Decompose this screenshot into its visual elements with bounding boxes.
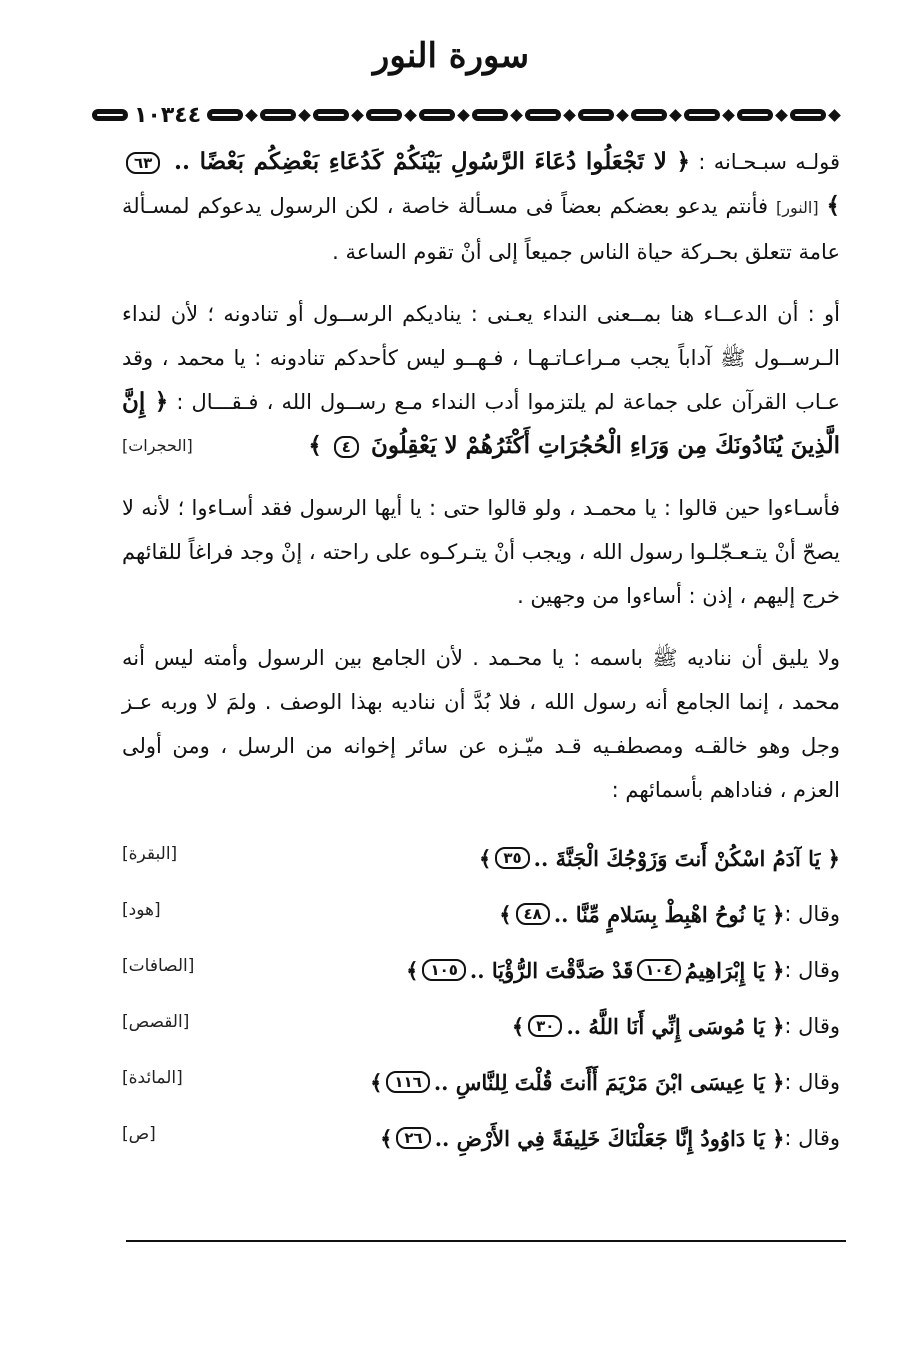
- chain-link-icon: [260, 109, 296, 121]
- page-number: ١٠٣٤٤: [134, 102, 202, 128]
- verse-prefix: وقال :: [784, 902, 840, 926]
- quran-verse: ﴿ يَا إِبْرَاهِيمُ: [684, 957, 785, 983]
- diamond-icon: [722, 109, 735, 122]
- verse-prefix: وقال :: [784, 1126, 840, 1150]
- surah-reference: [هود]: [122, 900, 161, 920]
- diamond-icon: [669, 109, 682, 122]
- quran-bracket-close: ﴾: [406, 957, 419, 983]
- diamond-icon: [828, 109, 841, 122]
- footer-rule: [126, 1240, 846, 1242]
- quran-verse: ﴿ يَا آدَمُ اسْكُنْ أَنتَ وَزَوْجُكَ الْجَنَّةَ ..: [533, 845, 840, 871]
- verse-line: [122, 830, 840, 886]
- quran-verse: ﴿ لا تَجْعَلُوا دُعَاءَ الرَّسُولِ بَيْنَكُمْ كَدُعَاءِ بَعْضِكُم بَعْضًا ..: [164, 148, 691, 175]
- quran-bracket-close: ﴾: [370, 1069, 383, 1095]
- quran-verse: ﴿ يَا دَاوُودُ إِنَّا جَعَلْنَاكَ خَلِيفَةً فِي الأَرْضِ ..: [434, 1125, 785, 1151]
- verse-number: ١٠٥: [422, 959, 465, 981]
- surah-reference: [المائدة]: [122, 1068, 183, 1088]
- verse-number: ٣٠: [528, 1015, 562, 1037]
- verse-line: [122, 1110, 840, 1166]
- chain-link-icon: [790, 109, 826, 121]
- verse-number: ٢٦: [396, 1127, 430, 1149]
- diamond-icon: [404, 109, 417, 122]
- chain-link-icon: [631, 109, 667, 121]
- paragraph-2: [122, 292, 840, 468]
- chain-link-icon: [525, 109, 561, 121]
- chain-ornament: [207, 109, 843, 121]
- diamond-icon: [457, 109, 470, 122]
- paragraph-4: ولا يليق أن نناديه ﷺ باسمه : يا محـمد . لأن الجامع بين الرسول وأمته ليس أنه محمد ، إنما الجامع أنه رسول الله ، فلا بُدَّ أن نناديه بهذا الوصف . ولمَ لا وربه عـز وجل وهو خالقـه ومصطفـيه قـد ميّـزه عن سائر إخوانه من الرسل ، ومن أولى العزم ، فناداهم بأسمائهم :: [122, 646, 840, 802]
- surah-reference: [ص]: [122, 1124, 156, 1144]
- verse-line: [122, 1054, 840, 1110]
- diamond-icon: [510, 109, 523, 122]
- diamond-icon: [245, 109, 258, 122]
- diamond-icon: [351, 109, 364, 122]
- chain-link-icon: [313, 109, 349, 121]
- quran-verse: ﴿ يَا نُوحُ اهْبِطْ بِسَلامٍ مِّنَّا ..: [553, 901, 785, 927]
- quran-verse: ﴿ يَا عِيسَى ابْنَ مَرْيَمَ أَأَنتَ قُلْتَ لِلنَّاسِ ..: [433, 1069, 785, 1095]
- chain-link-icon: [578, 109, 614, 121]
- chain-link-icon: [419, 109, 455, 121]
- diamond-icon: [563, 109, 576, 122]
- surah-reference: [الحجرات]: [122, 436, 193, 455]
- quran-verse: قَدْ صَدَّقْتَ الرُّؤْيَا ..: [469, 957, 634, 983]
- diamond-icon: [775, 109, 788, 122]
- surah-reference: [القصص]: [122, 1012, 190, 1032]
- chain-link-icon: [684, 109, 720, 121]
- chain-link-icon: [92, 109, 128, 121]
- verse-number: ١٠٤: [637, 959, 680, 981]
- diamond-icon: [616, 109, 629, 122]
- chain-link-icon: [737, 109, 773, 121]
- diamond-icon: [298, 109, 311, 122]
- chain-link-icon: [207, 109, 243, 121]
- verse-number: ٦٣: [126, 152, 160, 174]
- verse-number: ١١٦: [386, 1071, 429, 1093]
- surah-reference: [النور]: [775, 198, 819, 217]
- verse-prefix: وقال :: [784, 1070, 840, 1094]
- verse-line: [122, 886, 840, 942]
- page-header: [0, 36, 902, 76]
- verse-line: [122, 942, 840, 998]
- verse-prefix: وقال :: [784, 1014, 840, 1038]
- text-segment: قولـه سبـحـانه :: [690, 150, 840, 174]
- paragraph-1: [122, 140, 840, 274]
- quran-bracket-close: ﴾: [479, 845, 492, 871]
- page-content: [122, 140, 840, 1166]
- header-ornament-border: [92, 92, 862, 138]
- surah-reference: [الصافات]: [122, 956, 195, 976]
- quran-bracket-close: ﴾: [826, 192, 840, 219]
- quran-bracket-close: ﴾: [499, 901, 512, 927]
- chain-link-icon: [472, 109, 508, 121]
- chain-link-icon: [366, 109, 402, 121]
- verse-number: ٣٥: [495, 847, 529, 869]
- quran-verse: ﴿ إِنَّ الَّذِينَ يُنَادُونَكَ مِن وَرَاءِ الْحُجُرَاتِ أَكْثَرُهُمْ لا يَعْقِلُونَ: [122, 388, 840, 459]
- surah-title: سورة النور: [372, 36, 530, 76]
- verse-prefix: وقال :: [784, 958, 840, 982]
- surah-reference: [البقرة]: [122, 844, 178, 864]
- verse-list: [122, 830, 840, 1166]
- text-segment: أو : أن الدعــاء هنا بمــعنى النداء يعـنى : يناديكم الرســول أو تنادونه ؛ لأن لنداء الـرســول ﷺ آداباً يجب مـراعـاتـهـا ، فـهــو ليس كأحدكم تنادونه : يا محمد ، وقد عـاب القرآن على جماعة لم يلتزموا أدب النداء مـع رســول الله ، فـقـــال :: [122, 302, 840, 414]
- verse-number: ٤: [334, 436, 359, 458]
- paragraph-3: فأسـاءوا حين قالوا : يا محمـد ، ولو قالوا حتى : يا أيها الرسول فقد أسـاءوا ؛ لأنه لا يصحّ أنْ يتـعـجّلـوا رسول الله ، ويجب أنْ يتـركـوه على راحته ، إنْ وجد فراغاً للقائهم خرج إليهم ، إذن : أساءوا من وجهين .: [122, 496, 840, 608]
- text-segment: فأنتم يدعو بعضكم بعضاً فى مسـألة خاصة ، لكن الرسول يدعوكم لمسـألة عامة تتعلق بحـركة حياة الناس جميعاً إلى أنْ تقوم الساعة .: [122, 194, 840, 264]
- quran-bracket-close: ﴾: [308, 432, 330, 459]
- quran-bracket-close: ﴾: [511, 1013, 525, 1039]
- verse-line: [122, 998, 840, 1054]
- quran-verse: ﴿ يَا مُوسَى إِنِّي أَنَا اللَّهُ ..: [566, 1013, 785, 1039]
- quran-bracket-close: ﴾: [380, 1125, 393, 1151]
- chain-ornament-right: [92, 109, 128, 121]
- verse-number: ٤٨: [516, 903, 550, 925]
